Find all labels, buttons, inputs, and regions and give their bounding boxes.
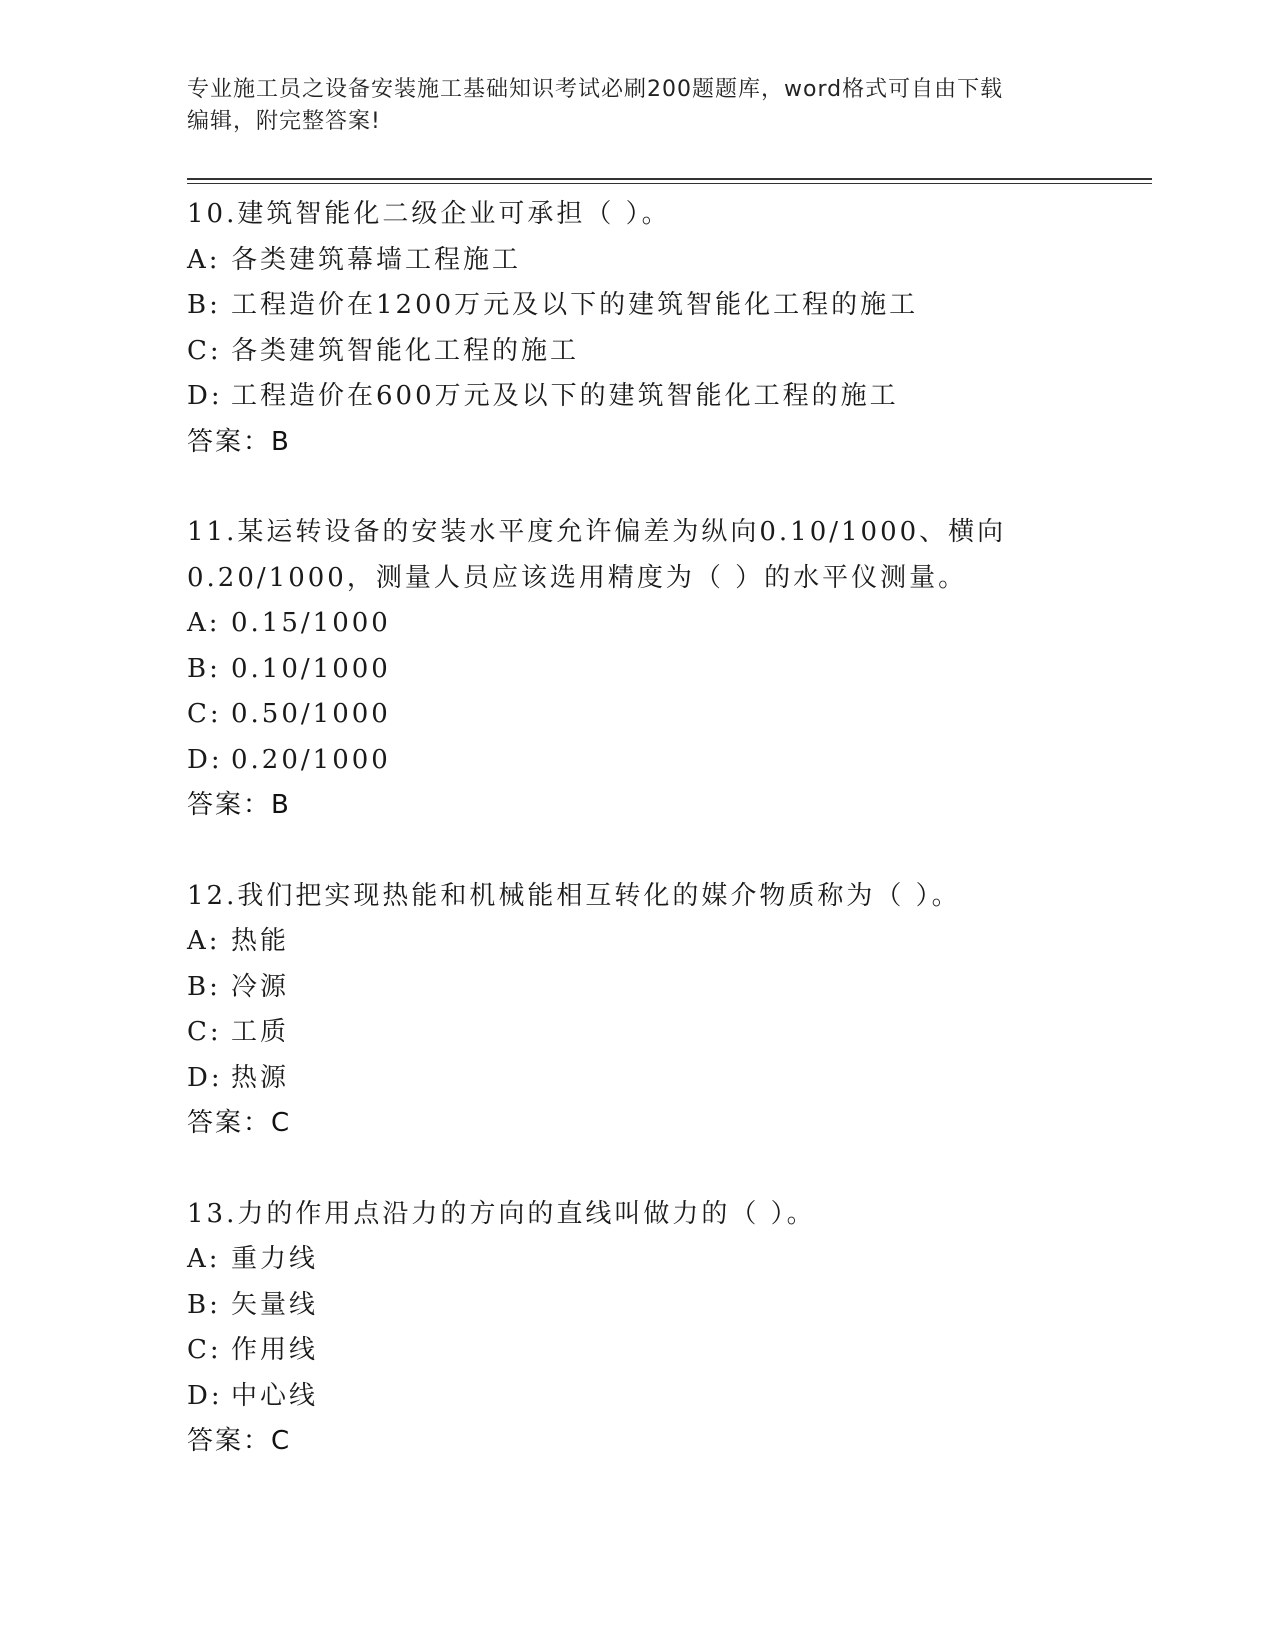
answer-line (187, 420, 1152, 466)
question-number: 13. (187, 1198, 238, 1229)
option-d (187, 1374, 1152, 1420)
option-text: 0.20/1000 (231, 744, 391, 775)
option-d (187, 738, 1152, 784)
question-number: 11. (187, 517, 238, 547)
question-11 (187, 510, 1152, 829)
option-text: 热能 (231, 926, 290, 956)
option-letter: B: (187, 1289, 221, 1320)
option-letter: B: (187, 653, 221, 684)
answer-label: 答案： (187, 1108, 272, 1138)
question-number: 10. (187, 199, 238, 229)
option-b (187, 965, 1152, 1011)
option-b (187, 1283, 1152, 1329)
header-divider-thick (187, 178, 1152, 180)
option-a (187, 1237, 1152, 1283)
question-13 (187, 1192, 1152, 1465)
option-text: 矢量线 (231, 1289, 319, 1320)
option-letter: C: (187, 699, 222, 729)
option-letter: C: (187, 1017, 222, 1047)
option-letter: B: (187, 971, 221, 1002)
question-stem (187, 874, 1152, 920)
question-list (187, 192, 1152, 1510)
option-text: 0.10/1000 (231, 653, 391, 684)
option-text: 工程造价在600万元及以下的建筑智能化工程的施工 (231, 381, 899, 411)
option-c (187, 1010, 1152, 1056)
option-c (187, 329, 1152, 375)
answer-value: B (271, 426, 291, 457)
answer-value: C (271, 1108, 292, 1138)
answer-label: 答案： (187, 1426, 272, 1456)
question-stem-text: 我们把实现热能和机械能相互转化的媒介物质称为（ ）。 (237, 880, 961, 911)
answer-label: 答案： (187, 426, 272, 457)
option-b (187, 283, 1152, 329)
header-title-line1: 专业施工员之设备安装施工基础知识考试必刷200题题库，word格式可自由下载 (187, 77, 1004, 102)
option-text: 各类建筑幕墙工程施工 (231, 244, 522, 275)
option-letter: A: (187, 608, 221, 638)
header-divider-thin (187, 183, 1152, 184)
question-stem (187, 192, 1152, 238)
option-letter: D: (187, 1062, 223, 1093)
option-letter: B: (187, 290, 221, 320)
option-letter: A: (187, 926, 221, 956)
answer-value: C (271, 1426, 292, 1456)
header-title-line2: 编辑，附完整答案! (187, 109, 381, 134)
option-a (187, 601, 1152, 647)
question-stem-text: 建筑智能化二级企业可承担（ ）。 (237, 199, 671, 229)
question-10 (187, 192, 1152, 465)
option-text: 热源 (231, 1062, 290, 1093)
option-text: 工质 (231, 1017, 290, 1047)
option-letter: D: (187, 1380, 223, 1411)
question-12 (187, 874, 1152, 1147)
question-stem-continuation: 0.20/1000，测量人员应该选用精度为（ ）的水平仪测量。 (187, 562, 968, 593)
option-c (187, 1328, 1152, 1374)
option-d (187, 1056, 1152, 1102)
option-letter: C: (187, 1335, 222, 1365)
option-text: 各类建筑智能化工程的施工 (231, 335, 580, 366)
question-stem (187, 510, 1152, 556)
option-d (187, 374, 1152, 420)
option-text: 作用线 (231, 1335, 319, 1365)
option-text: 重力线 (231, 1244, 319, 1274)
answer-line (187, 1419, 1152, 1465)
option-c (187, 692, 1152, 738)
answer-line (187, 783, 1152, 829)
question-stem-text: 某运转设备的安装水平度允许偏差为纵向0.10/1000、横向 (237, 517, 1007, 547)
option-text: 中心线 (231, 1380, 319, 1411)
option-a (187, 238, 1152, 284)
option-text: 工程造价在1200万元及以下的建筑智能化工程的施工 (231, 290, 919, 320)
answer-value: B (271, 790, 291, 820)
option-letter: D: (187, 744, 223, 775)
option-b (187, 647, 1152, 693)
option-letter: D: (187, 381, 223, 411)
option-letter: A: (187, 1244, 221, 1274)
option-letter: C: (187, 335, 222, 366)
option-a (187, 919, 1152, 965)
answer-line (187, 1101, 1152, 1147)
option-text: 0.15/1000 (231, 608, 391, 638)
option-text: 0.50/1000 (231, 699, 391, 729)
option-text: 冷源 (231, 971, 290, 1002)
option-letter: A: (187, 244, 221, 275)
question-stem (187, 1192, 1152, 1238)
page-header (187, 74, 1087, 138)
question-number: 12. (187, 880, 238, 911)
answer-label: 答案： (187, 790, 272, 820)
question-stem-text: 力的作用点沿力的方向的直线叫做力的（ ）。 (237, 1198, 816, 1229)
